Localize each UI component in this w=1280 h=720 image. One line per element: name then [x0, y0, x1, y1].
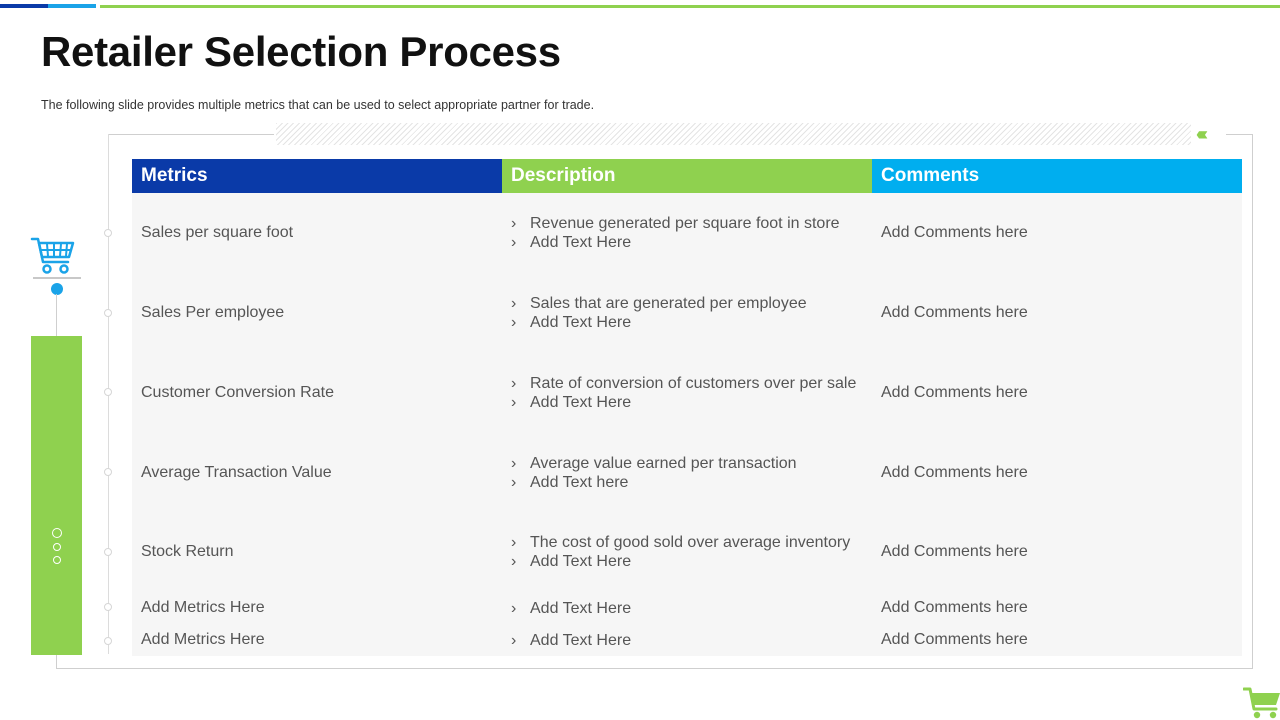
description-bullet: › Rate of conversion of customers over per sale	[511, 374, 856, 393]
metrics-table	[132, 159, 1242, 656]
row-marker	[104, 229, 112, 237]
shopping-cart-icon	[30, 236, 76, 276]
description-cell	[511, 624, 871, 656]
header-metrics: Metrics	[132, 159, 502, 193]
description-bullet: › Add Text Here	[511, 233, 840, 252]
timeline-circle	[53, 543, 61, 551]
description-bullet: › Add Text here	[511, 473, 797, 492]
description-bullet: › Add Text Here	[511, 393, 856, 412]
slide-title: Retailer Selection Process	[41, 28, 561, 75]
table-row	[132, 512, 1242, 592]
slide-subtitle: The following slide provides multiple metrics that can be used to select appropriate partner for trade.	[41, 98, 595, 112]
side-accent-bar	[31, 336, 82, 655]
description-bullet: › Revenue generated per square foot in store	[511, 214, 840, 233]
comment-cell: Add Comments here	[881, 384, 1028, 401]
description-bullet: › Add Text Here	[511, 313, 807, 332]
timeline-dot	[51, 283, 63, 295]
row-marker	[104, 603, 112, 611]
table-row	[132, 433, 1242, 512]
frame-line-top	[108, 134, 274, 135]
frame-line-bottom	[56, 668, 1253, 669]
description-cell	[511, 592, 871, 624]
comment-cell: Add Comments here	[881, 304, 1028, 321]
metric-cell: Sales per square foot	[141, 224, 294, 241]
table-row	[132, 193, 1242, 273]
description-cell	[511, 193, 871, 273]
comment-cell: Add Comments here	[881, 599, 1028, 616]
top-accent-light-blue	[48, 4, 96, 8]
comment-cell: Add Comments here	[881, 224, 1028, 241]
description-bullet: › Add Text Here	[511, 552, 850, 571]
row-marker	[104, 309, 112, 317]
comment-cell: Add Comments here	[881, 463, 1028, 481]
metric-cell: Sales Per employee	[141, 304, 285, 321]
shopping-cart-icon	[1243, 686, 1280, 720]
top-accent-dark-blue	[0, 4, 48, 8]
metric-cell: Add Metrics Here	[141, 631, 265, 648]
header-comments: Comments	[872, 159, 1242, 193]
row-marker	[104, 637, 112, 645]
metric-cell: Customer Conversion Rate	[141, 384, 334, 401]
frame-line-right	[1252, 134, 1253, 669]
description-bullet: › Average value earned per transaction	[511, 454, 797, 473]
triple-chevron-left-icon: ‹‹‹‹	[1196, 124, 1204, 144]
cart-underline	[33, 277, 81, 279]
metric-cell: Average Transaction Value	[141, 463, 332, 481]
table-row	[132, 592, 1242, 624]
row-marker	[104, 548, 112, 556]
metric-cell: Add Metrics Here	[141, 599, 265, 616]
comment-cell: Add Comments here	[881, 631, 1028, 648]
description-bullet: › Sales that are generated per employee	[511, 294, 807, 313]
row-marker	[104, 468, 112, 476]
description-bullet: › Add Text Here	[511, 599, 631, 618]
hatched-banner	[276, 123, 1191, 145]
metric-cell: Stock Return	[141, 543, 234, 560]
description-bullet: › The cost of good sold over average inventory	[511, 533, 850, 552]
table-row	[132, 273, 1242, 353]
description-cell	[511, 273, 871, 353]
description-cell	[511, 512, 871, 592]
description-cell	[511, 353, 871, 433]
description-cell	[511, 433, 871, 512]
table-header	[132, 159, 1242, 193]
header-description: Description	[502, 159, 872, 193]
comment-cell: Add Comments here	[881, 543, 1028, 560]
row-marker	[104, 388, 112, 396]
table-row	[132, 353, 1242, 433]
timeline-circle	[52, 528, 62, 538]
description-bullet: › Add Text Here	[511, 631, 631, 650]
timeline-circle	[53, 556, 61, 564]
frame-line-top-right	[1226, 134, 1253, 135]
table-row	[132, 624, 1242, 656]
top-accent-green	[100, 5, 1280, 8]
